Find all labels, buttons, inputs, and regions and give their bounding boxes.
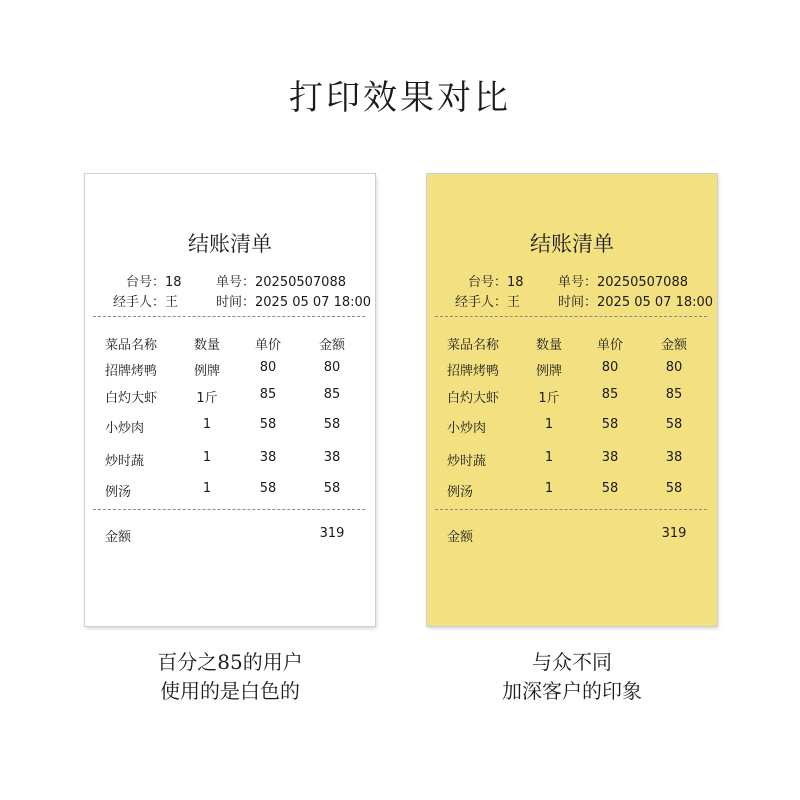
order-number [557,271,688,290]
handler-value: 王 [507,295,521,310]
header-amount: 金额 [318,338,345,353]
row-dish-name: 招牌烤鸭 [105,364,158,379]
row-quantity: 1 [544,417,554,432]
row-quantity: 1斤 [196,391,218,406]
total-amount: 319 [661,526,687,541]
total-label: 金额 [447,530,474,545]
row-amount: 85 [323,387,341,402]
handler-label: 经手人： [112,295,165,310]
handler [435,291,520,310]
row-dish-name: 例汤 [105,485,132,500]
table-number-value: 18 [507,275,524,290]
dashed-divider-bottom [93,509,365,510]
table-number [93,271,182,290]
header-dish-name: 菜品名称 [447,338,500,353]
time-label: 时间： [557,295,597,310]
receipt-white [85,174,375,626]
header-amount: 金额 [660,338,687,353]
row-quantity: 例牌 [535,364,562,379]
total-amount: 319 [319,526,345,541]
header-quantity: 数量 [193,338,220,353]
receipt-yellow [427,174,717,626]
row-dish-name: 例汤 [447,485,474,500]
table-number-label: 台号： [467,275,507,290]
page-title: 打印效果对比 [289,78,511,118]
header-unit-price: 单价 [254,338,281,353]
handler-label: 经手人： [454,295,507,310]
dashed-divider-top [93,316,365,317]
header-quantity: 数量 [535,338,562,353]
caption-white-line-2: 使用的是白色的 [160,679,300,703]
row-unit-price: 58 [601,417,619,432]
row-amount: 80 [665,360,683,375]
row-quantity: 例牌 [193,364,220,379]
time-value: 2025 05 07 18:00 [597,295,714,310]
caption-white-line-1: 百分之85的用户 [157,650,303,674]
table-number-value: 18 [165,275,182,290]
row-dish-name: 招牌烤鸭 [447,364,500,379]
row-amount: 38 [323,450,341,465]
row-unit-price: 85 [601,387,619,402]
row-amount: 58 [323,417,341,432]
row-quantity: 1 [544,481,554,496]
row-dish-name: 小炒肉 [105,421,145,436]
caption-yellow [427,648,717,706]
row-unit-price: 38 [259,450,277,465]
order-number-value: 20250507088 [255,275,346,290]
row-quantity: 1 [202,450,212,465]
row-dish-name: 白灼大虾 [105,391,158,406]
row-unit-price: 58 [259,417,277,432]
caption-yellow-line-1: 与众不同 [532,650,612,674]
order-number-label: 单号： [215,275,255,290]
order-number-value: 20250507088 [597,275,688,290]
handler-value: 王 [165,295,179,310]
header-unit-price: 单价 [596,338,623,353]
total-label: 金额 [105,530,132,545]
row-amount: 58 [665,481,683,496]
row-quantity: 1 [544,450,554,465]
row-amount: 58 [665,417,683,432]
time-label: 时间： [215,295,255,310]
receipt-title: 结账清单 [530,232,614,256]
dashed-divider-top [435,316,707,317]
time [557,291,713,310]
caption-white [85,648,375,706]
row-dish-name: 小炒肉 [447,421,487,436]
row-quantity: 1斤 [538,391,560,406]
time-value: 2025 05 07 18:00 [255,295,372,310]
receipt-title: 结账清单 [188,232,272,256]
row-quantity: 1 [202,481,212,496]
row-unit-price: 85 [259,387,277,402]
table-number-label: 台号： [125,275,165,290]
row-dish-name: 炒时蔬 [105,454,145,469]
row-dish-name: 炒时蔬 [447,454,487,469]
handler [93,291,178,310]
order-number-label: 单号： [557,275,597,290]
row-unit-price: 80 [259,360,277,375]
row-unit-price: 58 [259,481,277,496]
row-quantity: 1 [202,417,212,432]
caption-yellow-line-2: 加深客户的印象 [502,679,642,703]
row-unit-price: 38 [601,450,619,465]
time [215,291,371,310]
row-unit-price: 80 [601,360,619,375]
order-number [215,271,346,290]
row-amount: 85 [665,387,683,402]
row-amount: 80 [323,360,341,375]
dashed-divider-bottom [435,509,707,510]
table-number [435,271,524,290]
header-dish-name: 菜品名称 [105,338,158,353]
row-unit-price: 58 [601,481,619,496]
row-amount: 38 [665,450,683,465]
row-dish-name: 白灼大虾 [447,391,500,406]
row-amount: 58 [323,481,341,496]
